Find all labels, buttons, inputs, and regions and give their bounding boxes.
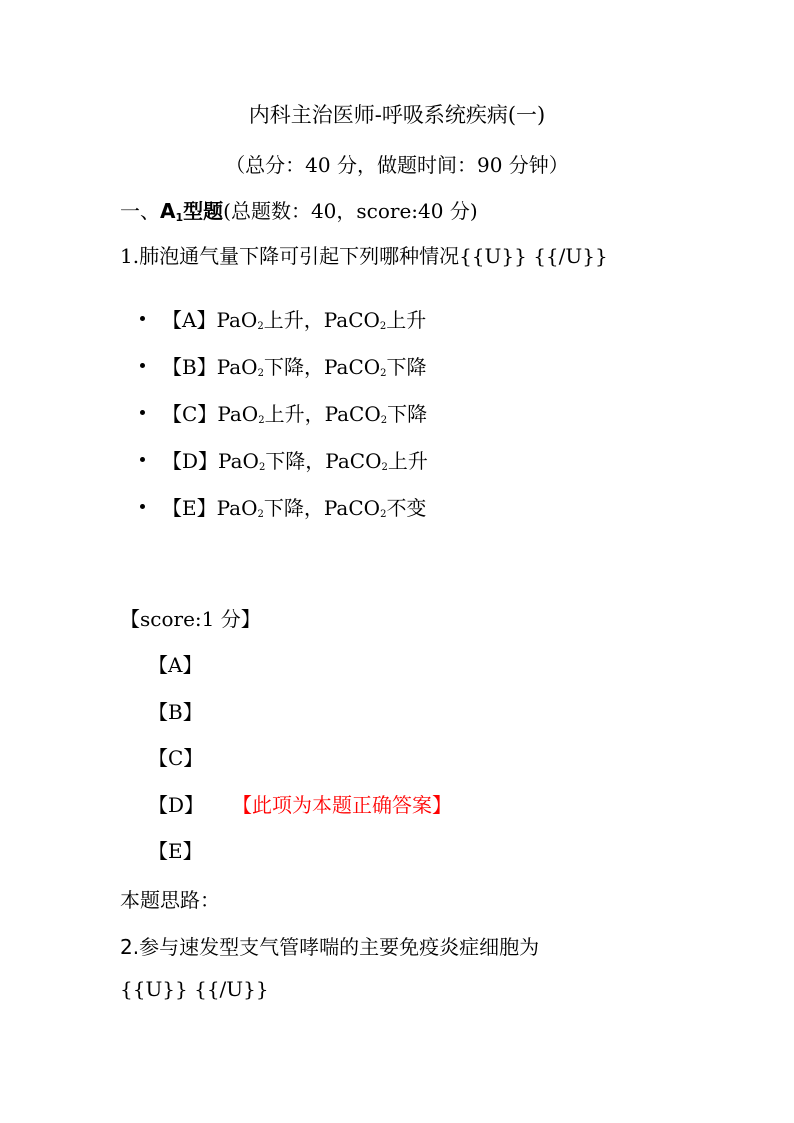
option-part: 上升，PaCO bbox=[264, 402, 381, 426]
option-part: 下降 bbox=[386, 355, 427, 379]
bullet-icon bbox=[140, 410, 145, 415]
section-type bbox=[160, 199, 223, 223]
answer-e bbox=[148, 836, 452, 883]
option-part: PaO bbox=[216, 355, 258, 379]
option-key: 【E】 bbox=[162, 496, 217, 520]
option-part: 下降，PaCO bbox=[263, 496, 381, 520]
option-part: 下降，PaCO bbox=[265, 449, 382, 473]
option-key: 【D】 bbox=[162, 449, 219, 473]
option-part: 上升，PaCO bbox=[263, 308, 380, 332]
option-part: PaO bbox=[216, 496, 258, 520]
section-meta: (总题数：40，score:40 分) bbox=[223, 199, 478, 223]
answer-key: 【A】 bbox=[148, 653, 203, 677]
option-e bbox=[140, 493, 428, 540]
option-part: PaO bbox=[216, 308, 258, 332]
answer-list bbox=[148, 650, 452, 883]
option-subscript: 2 bbox=[258, 462, 266, 473]
answer-d bbox=[148, 790, 452, 837]
option-key: 【C】 bbox=[162, 402, 218, 426]
option-part: 上升 bbox=[386, 308, 427, 332]
answer-a bbox=[148, 650, 452, 697]
answer-key: 【C】 bbox=[148, 746, 204, 770]
bullet-icon bbox=[140, 504, 145, 509]
correct-answer-marker: 【此项为本题正确答案】 bbox=[242, 792, 453, 817]
option-part: 上升 bbox=[387, 449, 428, 473]
answer-key: 【D】 bbox=[148, 792, 205, 817]
answer-key: 【E】 bbox=[148, 839, 203, 863]
option-subscript: 2 bbox=[381, 462, 388, 473]
option-b bbox=[140, 352, 428, 399]
option-part: 下降，PaCO bbox=[263, 355, 381, 379]
approach-label: 本题思路： bbox=[120, 888, 220, 912]
section-heading bbox=[120, 195, 478, 224]
option-subscript: 2 bbox=[257, 321, 264, 332]
section-type-main: A bbox=[160, 199, 176, 223]
option-part: 不变 bbox=[386, 496, 427, 520]
option-subscript: 2 bbox=[380, 368, 387, 379]
option-subscript: 2 bbox=[257, 368, 264, 379]
option-part: PaO bbox=[218, 449, 259, 473]
section-type-suffix: 型题 bbox=[183, 199, 224, 223]
answer-key: 【B】 bbox=[148, 699, 203, 724]
bullet-icon bbox=[140, 363, 145, 368]
option-key: 【B】 bbox=[162, 355, 217, 379]
option-subscript: 2 bbox=[379, 321, 387, 332]
bullet-icon bbox=[140, 316, 145, 321]
page-title: 内科主治医师-呼吸系统疾病(一) bbox=[248, 103, 546, 127]
question-1-options bbox=[140, 305, 428, 540]
section-type-sub: 1 bbox=[175, 211, 184, 224]
option-d bbox=[140, 446, 428, 493]
section-prefix: 一、 bbox=[120, 199, 160, 223]
answer-b bbox=[148, 697, 452, 744]
option-subscript: 2 bbox=[257, 509, 264, 520]
option-key: 【A】 bbox=[162, 308, 217, 332]
question-2-text: 2.参与速发型支气管哮喘的主要免疫炎症细胞为 bbox=[120, 935, 540, 959]
option-subscript: 2 bbox=[258, 415, 265, 426]
option-c bbox=[140, 399, 428, 446]
page-subtitle: （总分：40 分，做题时间：90 分钟） bbox=[225, 153, 569, 177]
bullet-icon bbox=[140, 457, 145, 462]
option-subscript: 2 bbox=[380, 415, 388, 426]
option-part: PaO bbox=[217, 402, 259, 426]
answer-c bbox=[148, 743, 452, 790]
option-subscript: 2 bbox=[380, 509, 387, 520]
question-1-score: 【score:1 分】 bbox=[120, 607, 261, 631]
option-part: 下降 bbox=[387, 402, 428, 426]
question-2-blank: {{U}} {{/U}} bbox=[120, 977, 269, 1001]
option-a bbox=[140, 305, 428, 352]
question-1-text: 1.肺泡通气量下降可引起下列哪种情况{{U}} {{/U}} bbox=[120, 244, 608, 268]
